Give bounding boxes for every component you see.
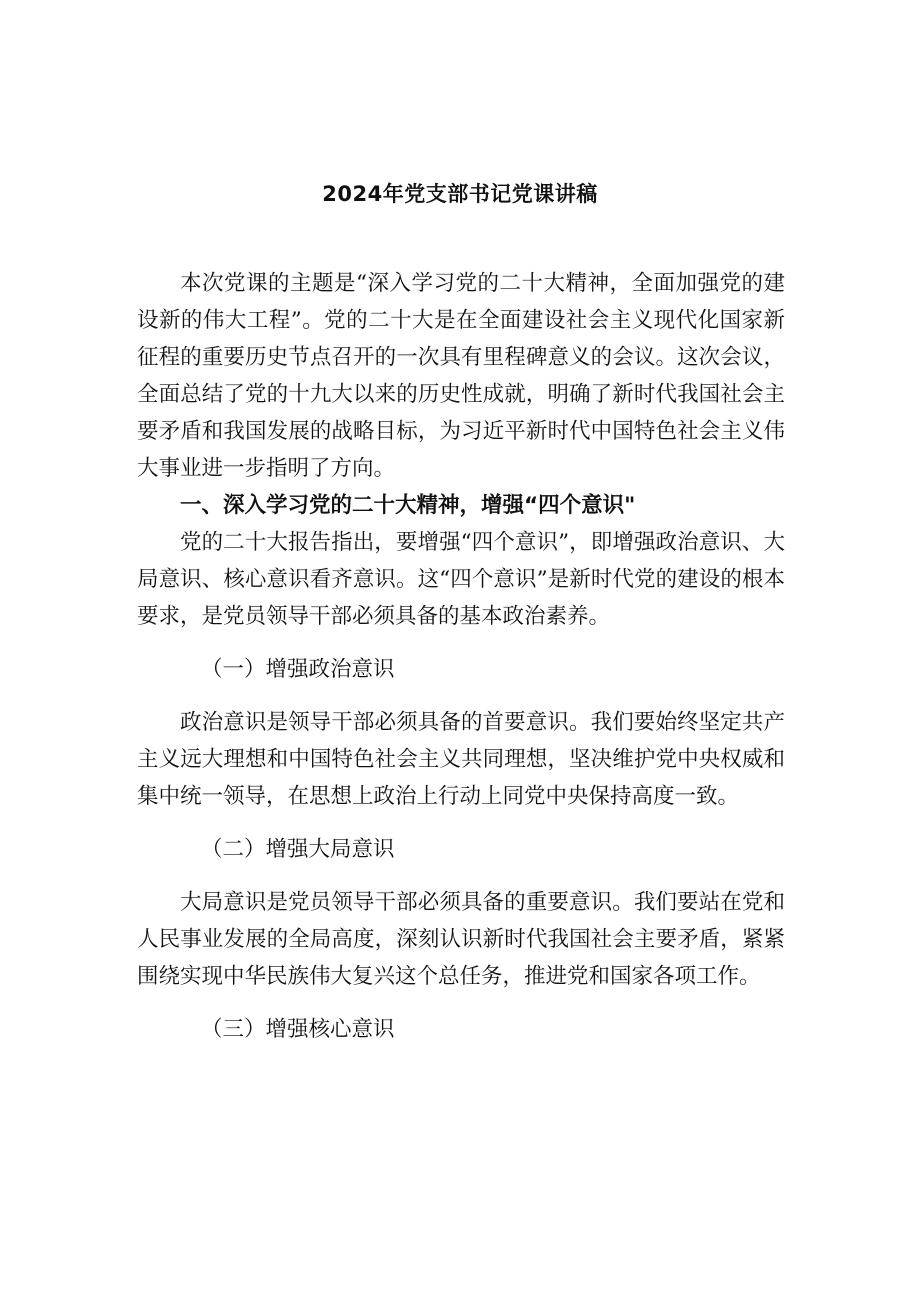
section-1-paragraph: 党的二十大报告指出，要增强“四个意识”，即增强政治意识、大局意识、核心意识看齐意识。这“四个意识”是新时代党的建设的根本要求，是党员领导干部必须具备的基本政治素养。 — [137, 530, 785, 629]
subsection-2-paragraph: 大局意识是党员领导干部必须具备的重要意识。我们要站在党和人民事业发展的全局高度，深刻认识新时代我国社会主要矛盾，紧紧围绕实现中华民族伟大复兴这个总任务，推进党和国家各项工作。 — [137, 890, 785, 989]
subsection-2-heading: （二）增强大局意识 — [201, 837, 395, 862]
document-title: 2024年党支部书记党课讲稿 — [322, 182, 598, 206]
subsection-1-paragraph: 政治意识是领导干部必须具备的首要意识。我们要始终坚定共产主义远大理想和中国特色社会主义共同理想，坚决维护党中央权威和集中统一领导，在思想上政治上行动上同党中央保持高度一致。 — [137, 710, 785, 809]
document-body — [137, 265, 785, 1064]
subsection-1-heading: （一）增强政治意识 — [201, 657, 395, 682]
section-1-heading: 一、深入学习党的二十大精神，增强“四个意识" — [180, 493, 636, 518]
intro-paragraph: 本次党课的主题是“深入学习党的二十大精神，全面加强党的建设新的伟大工程”。党的二十大是在全面建设社会主义现代化国家新征程的重要历史节点召开的一次具有里程碑意义的会议。这次会议，全面总结了党的十九大以来的历史性成就，明确了新时代我国社会主要矛盾和我国发展的战略目标，为习近平新时代中国特色社会主义伟大事业进一步指明了方向。 — [137, 271, 785, 481]
subsection-3-heading: （三）增强核心意识 — [201, 1017, 395, 1042]
